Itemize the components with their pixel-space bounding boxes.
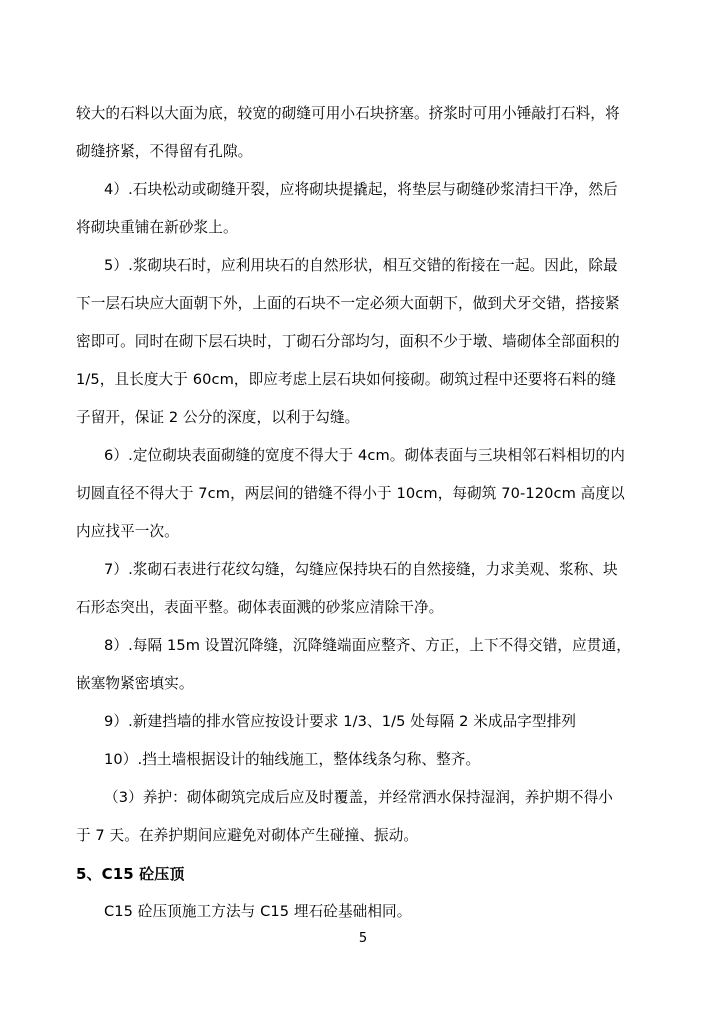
maintenance-paragraph: （3）养护：砌体砌筑完成后应及时覆盖，并经常洒水保持湿润，养护期不得小 — [104, 789, 613, 806]
list-item-10: 10）.挡土墙根据设计的轴线施工，整体线条匀称、整齐。 — [104, 751, 481, 768]
paragraph-line: 密即可。同时在砌下层石块时，丁砌石分部均匀，面积不少于墩、墙砌体全部面积的 — [76, 333, 620, 350]
paragraph-line: 于 7 天。在养护期间应避免对砌体产生碰撞、振动。 — [76, 827, 419, 844]
section-paragraph: C15 砼压顶施工方法与 C15 埋石砼基础相同。 — [104, 903, 412, 920]
list-item-8: 8）.每隔 15m 设置沉降缝，沉降缝端面应整齐、方正，上下不得交错，应贯通， — [104, 637, 631, 654]
paragraph-line: 子留开，保证 2 公分的深度，以利于勾缝。 — [76, 409, 360, 426]
list-item-6: 6）.定位砌块表面砌缝的宽度不得大于 4cm。砌体表面与三块相邻石料相切的内 — [104, 447, 625, 464]
paragraph-line: 嵌塞物紧密填实。 — [76, 675, 194, 692]
paragraph-line: 内应找平一次。 — [76, 523, 179, 540]
paragraph-line: 切圆直径不得大于 7cm，两层间的错缝不得小于 10cm，每砌筑 70-120cm 高度以 — [76, 485, 625, 502]
list-item-5: 5）.浆砌块石时，应利用块石的自然形状，相互交错的衔接在一起。因此，除最 — [104, 257, 618, 274]
paragraph-line: 石形态突出，表面平整。砌体表面溅的砂浆应清除干净。 — [76, 599, 444, 616]
page-number: 5 — [358, 931, 368, 946]
list-item-4: 4）.石块松动或砌缝开裂，应将砌块提撬起，将垫层与砌缝砂浆清扫干净，然后 — [104, 181, 618, 198]
list-item-7: 7）.浆砌石表进行花纹勾缝，勾缝应保持块石的自然接缝，力求美观、浆称、块 — [104, 561, 618, 578]
paragraph-line: 将砌块重铺在新砂浆上。 — [76, 219, 238, 236]
paragraph-line: 1/5，且长度大于 60cm，即应考虑上层石块如何接砌。砌筑过程中还要将石料的缝 — [76, 371, 616, 388]
paragraph-line: 砌缝挤紧，不得留有孔隙。 — [76, 143, 253, 160]
list-item-9: 9）.新建挡墙的排水管应按设计要求 1/3、1/5 处每隔 2 米成品字型排列 — [104, 713, 577, 730]
paragraph-line: 较大的石料以大面为底，较宽的砌缝可用小石块挤塞。挤浆时可用小锤敲打石料，将 — [76, 105, 620, 122]
paragraph-line: 下一层石块应大面朝下外，上面的石块不一定必须大面朝下，做到犬牙交错，搭接紧 — [76, 295, 620, 312]
section-heading: 5、C15 砼压顶 — [76, 865, 185, 883]
